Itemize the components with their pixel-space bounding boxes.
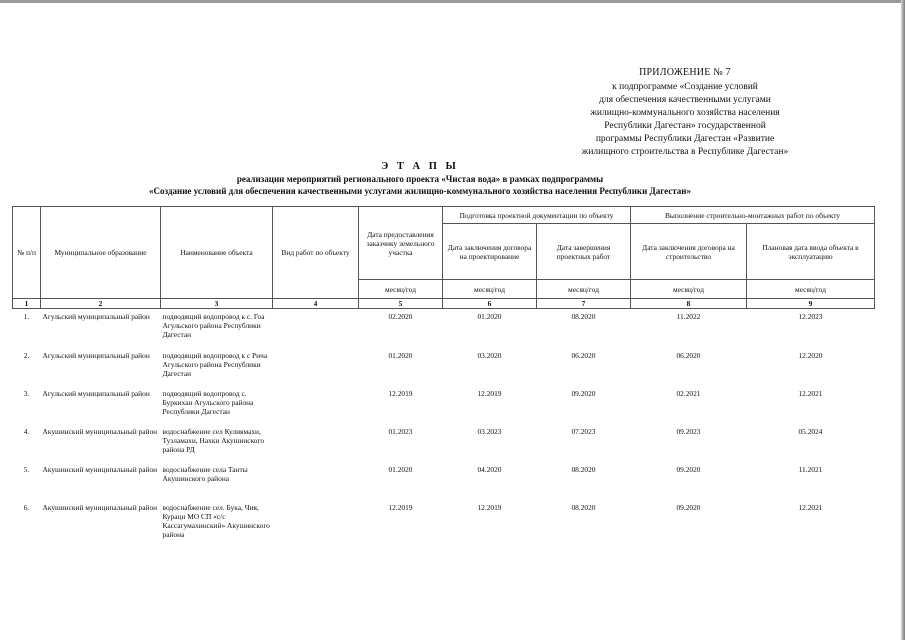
- header-municipality: Муниципальное образование: [41, 207, 161, 299]
- appendix-block: [570, 66, 800, 159]
- cell-land-date: 01.2020: [388, 350, 413, 360]
- cell-land-date: 01.2023: [388, 426, 413, 436]
- cell-commissioning: 12.2021: [798, 502, 823, 512]
- cell-work-type: [273, 386, 359, 424]
- cell-object: подводящий водопровод к с Рича Агульского района Республики Дагестан: [162, 350, 268, 378]
- column-number: 4: [273, 299, 359, 309]
- cell-work-type: [273, 348, 359, 386]
- cell-commissioning: 05.2024: [798, 426, 823, 436]
- header-unit: месяц/год: [443, 280, 537, 299]
- cell-contract-design: 03.2020: [477, 350, 502, 360]
- appendix-line: для обеспечения качественными услугами: [599, 95, 771, 105]
- cell-contract-construction: 06.2020: [676, 350, 701, 360]
- cell-work-type: [273, 462, 359, 500]
- cell-design-finish: 08.2020: [571, 312, 596, 321]
- scan-edge: [901, 0, 905, 640]
- cell-municipality: Акушинский муниципальный район: [42, 464, 158, 474]
- row-number: 2.: [23, 350, 30, 360]
- table-row: [13, 309, 875, 348]
- header-land-date: Дата предоставления заказчику земельного участка: [359, 207, 443, 280]
- cell-work-type: [273, 309, 359, 348]
- header-contract-construction: Дата заключения договора на строительство: [631, 224, 747, 280]
- appendix-line: Республики Дагестан» государственной: [604, 121, 766, 131]
- row-number: 1.: [23, 312, 30, 321]
- cell-work-type: [273, 424, 359, 462]
- cell-contract-construction: 09.2020: [676, 502, 701, 512]
- document-subheading: «Создание условий для обеспечения качественными услугами жилищно-коммунального хозяйства населения Республики Дагестан»: [149, 186, 691, 196]
- cell-object: водоснабжение села Танты Акушинского района: [162, 464, 248, 483]
- appendix-line: программы Республики Дагестан «Развитие: [595, 134, 775, 144]
- cell-design-finish: 08.2020: [571, 464, 596, 474]
- row-number: 4.: [23, 426, 30, 436]
- table-row: [13, 500, 875, 546]
- header-design-finish: Дата завершения проектных работ: [537, 224, 631, 280]
- cell-contract-construction: 09.2023: [676, 426, 701, 436]
- appendix-line: жилищно-коммунального хозяйства населения: [590, 108, 780, 118]
- header-contract-design: Дата заключения договора на проектирование: [443, 224, 537, 280]
- document-title-block: [110, 160, 730, 197]
- cell-contract-construction: 11.2022: [676, 312, 701, 321]
- cell-object: водоснабжение сел Кулиямахи, Тузламахи, Нахки Акушинского района РД: [162, 426, 265, 454]
- cell-commissioning: 11.2021: [798, 464, 823, 474]
- cell-municipality: Агульский муниципальный район: [42, 312, 150, 321]
- cell-design-finish: 07.2023: [571, 426, 596, 436]
- scan-edge: [0, 0, 905, 3]
- cell-contract-construction: 02.2021: [676, 388, 701, 398]
- cell-contract-design: 12.2019: [477, 502, 502, 512]
- appendix-line: жилищного строительства в Республике Дагестан»: [581, 147, 789, 157]
- cell-object: подводящий водопровод к с. Гоа Агульского района Республики Дагестан: [162, 312, 265, 339]
- appendix-line: к подпрограмме «Создание условий: [612, 82, 758, 92]
- table-row: [13, 348, 875, 386]
- header-commissioning: Плановая дата ввода объекта в эксплуатацию: [747, 224, 875, 280]
- document-subheading: реализации мероприятий регионального проекта «Чистая вода» в рамках подпрограммы: [236, 174, 604, 184]
- stages-table: [12, 206, 875, 546]
- column-number: 3: [161, 299, 273, 309]
- cell-land-date: 12.2019: [388, 388, 413, 398]
- cell-design-finish: 06.2020: [571, 350, 596, 360]
- header-num: № п/п: [13, 207, 41, 299]
- cell-commissioning: 12.2021: [798, 388, 823, 398]
- cell-land-date: 12.2019: [388, 502, 413, 512]
- table-row: [13, 424, 875, 462]
- table-row: [13, 386, 875, 424]
- cell-land-date: 02.2020: [388, 312, 413, 321]
- row-number: 6.: [23, 502, 30, 512]
- document-heading: Э Т А П Ы: [381, 161, 459, 172]
- row-number: 5.: [23, 464, 30, 474]
- column-number: 2: [41, 299, 161, 309]
- header-unit: месяц/год: [631, 280, 747, 299]
- header-unit: месяц/год: [747, 280, 875, 299]
- cell-contract-design: 12.2019: [477, 388, 502, 398]
- table-row: [13, 462, 875, 500]
- column-number: 7: [537, 299, 631, 309]
- cell-design-finish: 08.2020: [571, 502, 596, 512]
- cell-design-finish: 09.2020: [571, 388, 596, 398]
- cell-object: водоснабжение сел. Бука, Чия, Курацн МО СП «с/с Кассагумахинский» Акушинского района: [162, 502, 270, 539]
- cell-municipality: Агульский муниципальный район: [42, 388, 150, 398]
- header-construction-group: Выполнение строительно-монтажных работ по объекту: [631, 207, 875, 224]
- cell-object: подводящий водопровод с. Буркихан Агульского района Республики Дагестан: [162, 388, 254, 416]
- header-unit: месяц/год: [359, 280, 443, 299]
- cell-municipality: Агульский муниципальный район: [42, 350, 150, 360]
- cell-commissioning: 12.2023: [798, 312, 823, 321]
- column-number: 9: [747, 299, 875, 309]
- cell-work-type: [273, 500, 359, 546]
- cell-contract-design: 01.2020: [477, 312, 502, 321]
- cell-contract-construction: 09.2020: [676, 464, 701, 474]
- column-number: 8: [631, 299, 747, 309]
- cell-commissioning: 12.2020: [798, 350, 823, 360]
- column-number: 1: [13, 299, 41, 309]
- column-number: 6: [443, 299, 537, 309]
- cell-municipality: Акушинский муниципальный район: [42, 426, 158, 436]
- cell-contract-design: 03.2023: [477, 426, 502, 436]
- header-object: Наименование объекта: [161, 207, 273, 299]
- row-number: 3.: [23, 388, 30, 398]
- appendix-title: ПРИЛОЖЕНИЕ № 7: [639, 67, 731, 78]
- cell-contract-design: 04.2020: [477, 464, 502, 474]
- column-number: 5: [359, 299, 443, 309]
- header-unit: месяц/год: [537, 280, 631, 299]
- header-work-type: Вид работ по объекту: [273, 207, 359, 299]
- header-design-group: Подготовка проектной документации по объекту: [443, 207, 631, 224]
- cell-land-date: 01.2020: [388, 464, 413, 474]
- cell-municipality: Акушинский муниципальный район: [42, 502, 158, 512]
